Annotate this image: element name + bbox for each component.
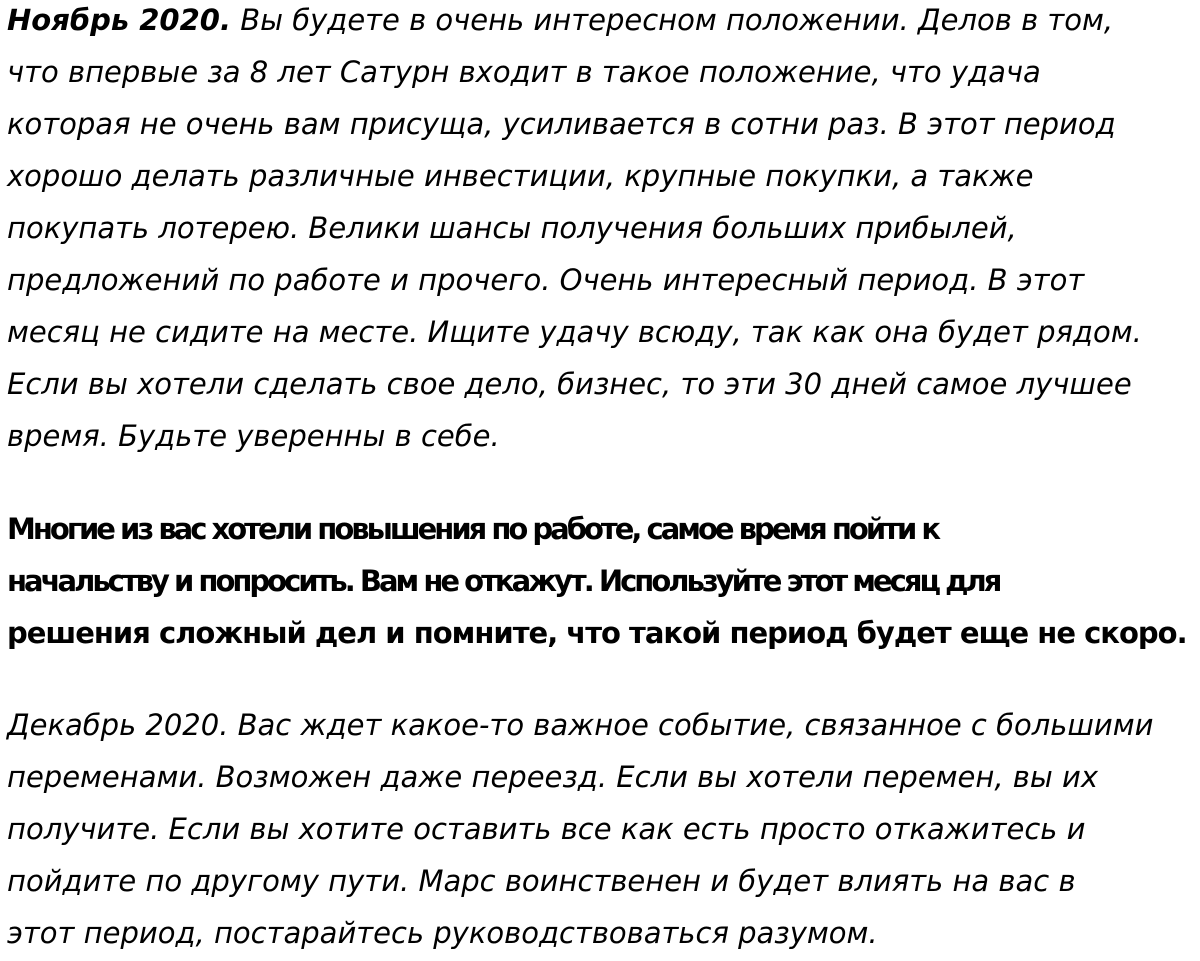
text-line: этот период, постарайтесь руководствоваться разумом. (7, 916, 878, 950)
paragraph-promotion (7, 503, 1187, 659)
text-line: которая не очень вам присуща, усиливается в сотни раз. В этот период (7, 107, 1116, 141)
paragraph-december (7, 699, 1153, 959)
text-line: переменами. Возможен даже переезд. Если вы хотели перемен, вы их (7, 760, 1098, 794)
text-line: получите. Если вы хотите оставить все как есть просто откажитесь и (7, 812, 1086, 846)
paragraph-november (7, 0, 1142, 462)
text-line: Декабрь 2020. Вас ждет какое-то важное событие, связанное с большими (7, 708, 1154, 742)
month-heading-november: Ноябрь 2020. (7, 3, 231, 37)
text-line-content: Вы будете в очень интересном положении. Делов в том, (231, 3, 1114, 37)
text-line (7, 0, 1142, 46)
text-line: месяц не сидите на месте. Ищите удачу всюду, так как она будет рядом. (7, 315, 1142, 349)
text-line: решения сложный дел и помните, что такой период будет еще не скоро. (7, 616, 1187, 650)
text-line: время. Будьте уверенны в себе. (7, 419, 500, 453)
text-line: покупать лотерею. Велики шансы получения больших прибылей, (7, 211, 1017, 245)
text-line: Если вы хотели сделать свое дело, бизнес, то эти 30 дней самое лучшее (7, 367, 1132, 401)
text-line: пойдите по другому пути. Марс воинственен и будет влиять на вас в (7, 864, 1076, 898)
text-line: хорошо делать различные инвестиции, крупные покупки, а также (7, 159, 1034, 193)
text-line: начальству и попросить. Вам не откажут. Используйте этот месяц для (7, 564, 1000, 598)
text-line: предложений по работе и прочего. Очень интересный период. В этот (7, 263, 1085, 297)
text-line: что впервые за 8 лет Сатурн входит в такое положение, что удача (7, 55, 1041, 89)
text-line: Многие из вас хотели повышения по работе, самое время пойти к (7, 512, 939, 546)
